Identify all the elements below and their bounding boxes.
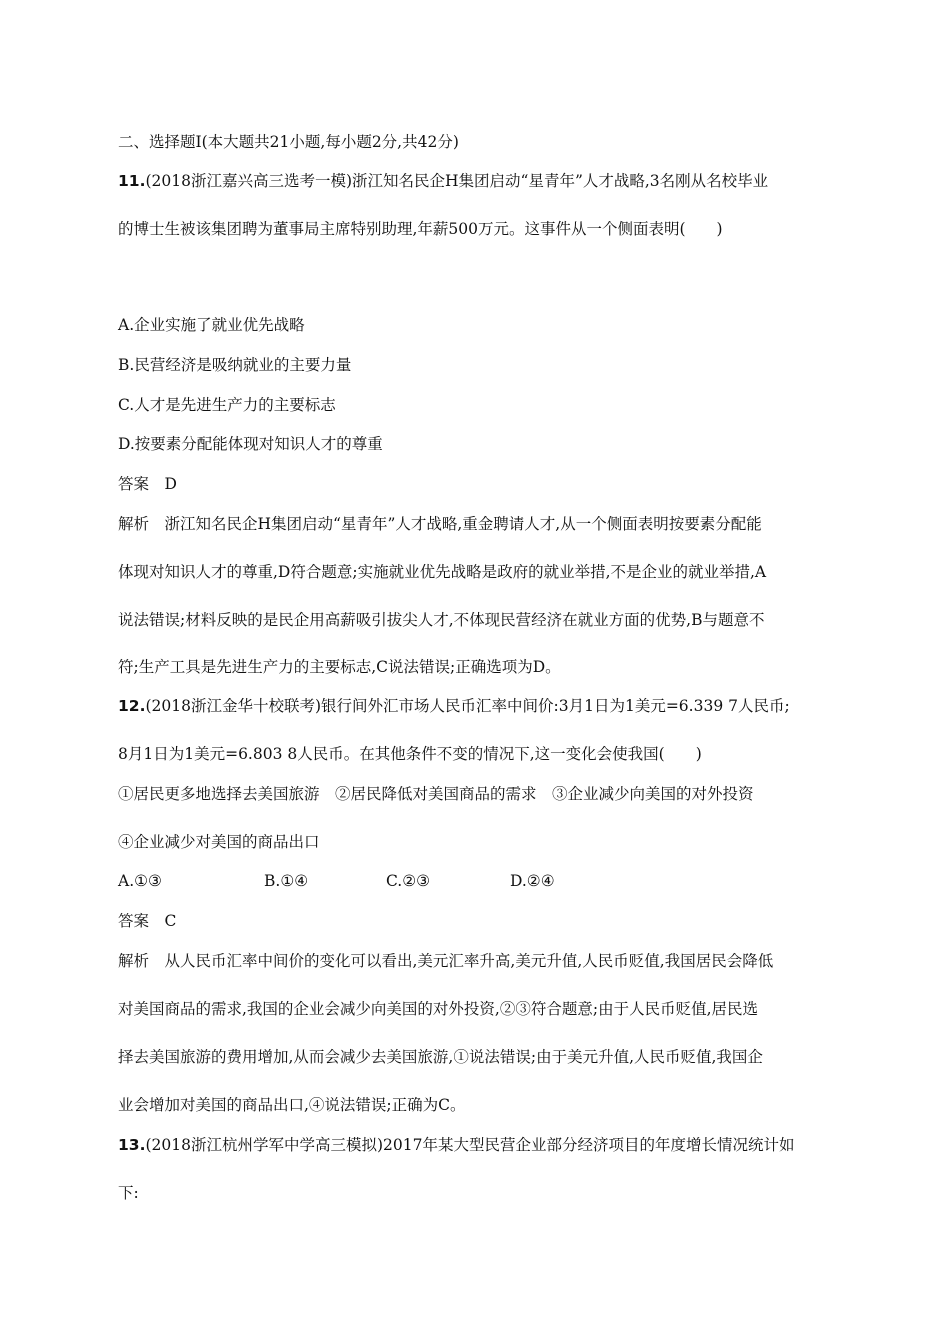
question-11-option-d: D.按要素分配能体现对知识人才的尊重 bbox=[118, 435, 383, 453]
question-12-analysis-line-3: 择去美国旅游的费用增加,从而会减少去美国旅游,①说法错误;由于美元升值,人民币贬值,我国企 bbox=[118, 1048, 763, 1066]
question-11-stem-line-2: 的博士生被该集团聘为董事局主席特别助理,年薪500万元。这事件从一个侧面表明( ) bbox=[118, 220, 723, 238]
question-13-stem-line-2: 下: bbox=[118, 1184, 139, 1202]
question-12-analysis-line-4: 业会增加对美国的商品出口,④说法错误;正确为C。 bbox=[118, 1096, 466, 1114]
question-12-stem-line-3: ①居民更多地选择去美国旅游 ②居民降低对美国商品的需求 ③企业减少向美国的对外投资 bbox=[118, 785, 754, 803]
question-11-analysis-line-2: 体现对知识人才的尊重,D符合题意;实施就业优先战略是政府的就业举措,不是企业的就业举措,A bbox=[118, 563, 767, 581]
question-number: 11. bbox=[118, 172, 146, 190]
question-11-analysis-line-4: 符;生产工具是先进生产力的主要标志,C说法错误;正确选项为D。 bbox=[118, 658, 561, 676]
question-11-option-c: C.人才是先进生产力的主要标志 bbox=[118, 396, 336, 414]
question-11-answer: 答案 D bbox=[118, 475, 177, 493]
question-number: 12. bbox=[118, 697, 146, 715]
question-12-analysis-line-2: 对美国商品的需求,我国的企业会减少向美国的对外投资,②③符合题意;由于人民币贬值,居民选 bbox=[118, 1000, 759, 1018]
question-11-stem-line-1: 11.(2018浙江嘉兴高三选考一模)浙江知名民企H集团启动“星青年”人才战略,3名刚从名校毕业 bbox=[118, 172, 769, 190]
question-12-stem-line-2: 8月1日为1美元=6.803 8人民币。在其他条件不变的情况下,这一变化会使我国( ) bbox=[118, 745, 702, 763]
question-12-analysis-line-1: 解析 从人民币汇率中间价的变化可以看出,美元汇率升高,美元升值,人民币贬值,我国居民会降低 bbox=[118, 952, 774, 970]
question-12-option-a: A.①③ bbox=[118, 872, 162, 890]
question-12-stem-line-4: ④企业减少对美国的商品出口 bbox=[118, 833, 320, 851]
question-13-stem-line-1: 13.(2018浙江杭州学军中学高三模拟)2017年某大型民营企业部分经济项目的年度增长情况统计如 bbox=[118, 1136, 795, 1154]
question-12-options bbox=[118, 871, 555, 891]
question-11-analysis-line-3: 说法错误;材料反映的是民企用高薪吸引拔尖人才,不体现民营经济在就业方面的优势,B与题意不 bbox=[118, 611, 765, 629]
question-12-option-d: D.②④ bbox=[510, 872, 555, 890]
section-title: 二、选择题Ⅰ(本大题共21小题,每小题2分,共42分) bbox=[118, 133, 459, 151]
question-12-option-c: C.②③ bbox=[386, 872, 431, 890]
question-12-stem-line-1: 12.(2018浙江金华十校联考)银行间外汇市场人民币汇率中间价:3月1日为1美元=6.339 7人民币; bbox=[118, 697, 790, 715]
question-12-answer: 答案 C bbox=[118, 912, 177, 930]
question-12-option-b: B.①④ bbox=[264, 872, 309, 890]
question-number: 13. bbox=[118, 1136, 146, 1154]
question-11-option-a: A.企业实施了就业优先战略 bbox=[118, 316, 305, 334]
question-11-analysis-line-1: 解析 浙江知名民企H集团启动“星青年”人才战略,重金聘请人才,从一个侧面表明按要素分配能 bbox=[118, 515, 762, 533]
question-11-option-b: B.民营经济是吸纳就业的主要力量 bbox=[118, 356, 352, 374]
